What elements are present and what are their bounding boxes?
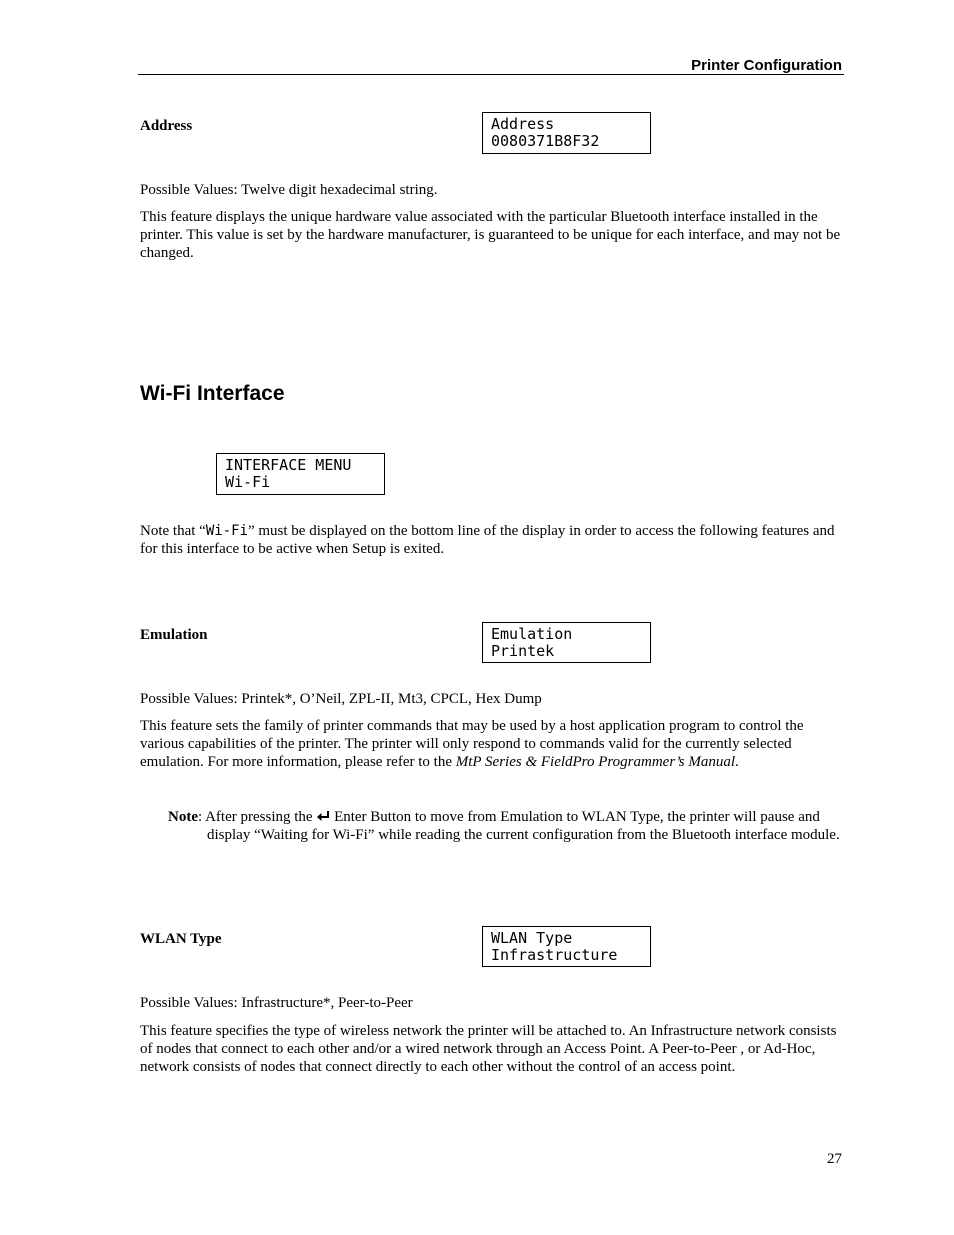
wifi-note xyxy=(140,522,846,558)
emulation-display-line1: Emulation xyxy=(491,625,573,643)
emulation-display xyxy=(482,622,651,663)
address-display-line2: 0080371B8F32 xyxy=(491,132,600,150)
page-number: 27 xyxy=(827,1151,842,1167)
note-text-end: Enter Button to move from Emulation to WLAN Type, the printer will pause and display “Waiting for Wi-Fi” while reading the current configuration from the Bluetooth interface module. xyxy=(207,809,840,843)
address-display-line1: Address xyxy=(491,115,555,133)
emulation-label: Emulation xyxy=(140,627,208,643)
wifi-note-code: Wi-Fi xyxy=(205,523,248,539)
address-display xyxy=(482,112,651,154)
note-text-start: : After pressing the xyxy=(198,809,317,825)
emulation-description xyxy=(140,717,846,771)
programmers-manual-title: MtP Series & FieldPro Programmer’s Manual xyxy=(455,754,736,770)
header-title: Printer Configuration xyxy=(691,57,842,74)
wifi-display-line2: Wi-Fi xyxy=(225,473,271,491)
wifi-section-title: Wi-Fi Interface xyxy=(140,382,285,405)
wlan-type-display xyxy=(482,926,651,967)
emulation-note xyxy=(168,808,844,844)
emulation-description-text: This feature sets the family of printer commands that may be used by a host application program to control the various capabilities of the printer. The printer will only respond to commands valid for the currently selected emulation. For more information, please refer to the xyxy=(140,718,804,770)
wifi-interface-display xyxy=(216,453,385,495)
wlan-description: This feature specifies the type of wireless network the printer will be attached to. An Infrastructure network consists of nodes that connect to each other and/or a wired network through an Access Point. A Peer-to-Peer , or Ad-Hoc, network consists of nodes that connect directly to each other without the control of an access point. xyxy=(140,1023,837,1075)
emulation-display-line2: Printek xyxy=(491,642,555,660)
wifi-display-line1: INTERFACE MENU xyxy=(225,456,352,474)
enter-arrow-icon xyxy=(316,810,330,822)
wlan-possible-values: Possible Values: Infrastructure*, Peer-to-Peer xyxy=(140,995,413,1011)
emulation-description-end: . xyxy=(735,754,739,770)
note-label: Note xyxy=(168,809,198,825)
wlan-display-line1: WLAN Type xyxy=(491,929,573,947)
wlan-display-line2: Infrastructure xyxy=(491,946,618,964)
address-possible-values: Possible Values: Twelve digit hexadecimal string. xyxy=(140,182,438,198)
wlan-type-label: WLAN Type xyxy=(140,931,222,947)
header-rule xyxy=(138,74,844,75)
address-description: This feature displays the unique hardware value associated with the particular Bluetooth interface installed in the printer. This value is set by the hardware manufacturer, is guaranteed to be unique for each interface, and may not be changed. xyxy=(140,209,841,261)
address-label: Address xyxy=(140,118,193,134)
wifi-note-prefix: Note that “ xyxy=(140,523,206,539)
wifi-note-suffix: ” must be displayed on the bottom line of the display in order to access the following features and for this interface to be active when Setup is exited. xyxy=(140,523,835,557)
emulation-possible-values: Possible Values: Printek*, O’Neil, ZPL-II, Mt3, CPCL, Hex Dump xyxy=(140,691,542,707)
